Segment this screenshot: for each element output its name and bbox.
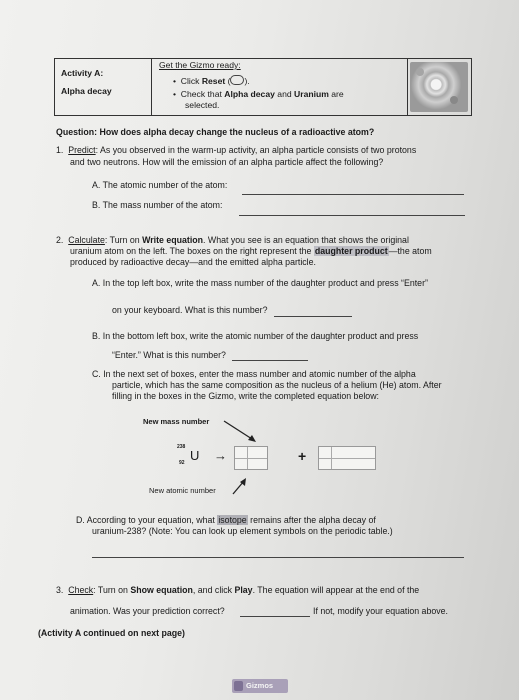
q2-line1: 2. Calculate: Turn on Write equation. What you see is an equation that shows the original bbox=[56, 235, 409, 245]
activity-name: Alpha decay bbox=[61, 86, 112, 96]
q1-line2: and two neutrons. How will the emission of an alpha particle affect the following? bbox=[70, 157, 384, 167]
gizmo-thumbnail bbox=[410, 62, 468, 112]
q2-c-line3: filling in the boxes in the Gizmo, write the completed equation below: bbox=[112, 391, 379, 401]
q3-line2a: animation. Was your prediction correct? bbox=[70, 606, 225, 616]
q3-line1: 3. Check: Turn on Show equation, and click Play. The equation will appear at the end of the bbox=[56, 585, 420, 595]
q1-b-answer-line[interactable] bbox=[239, 215, 465, 216]
q2-a-line2: on your keyboard. What is this number? bbox=[112, 305, 268, 315]
reset-icon bbox=[230, 75, 244, 85]
q2-c-line1: C. In the next set of boxes, enter the mass number and atomic number of the alpha bbox=[92, 369, 416, 379]
plus-sign: + bbox=[298, 448, 307, 464]
q2-c-line2: particle, which has the same composition as the nucleus of a helium (He) atom. After bbox=[112, 380, 442, 390]
q2-b-line2: “Enter.” What is this number? bbox=[112, 350, 226, 360]
new-atomic-label: New atomic number bbox=[149, 486, 216, 495]
reaction-arrow: → bbox=[214, 448, 227, 463]
q2-a-line1: A. In the top left box, write the mass number of the daughter product and press “Enter” bbox=[92, 278, 428, 288]
q2-d-answer-line[interactable] bbox=[92, 557, 464, 558]
q2-d-line2: uranium-238? (Note: You can look up element symbols on the periodic table.) bbox=[92, 526, 393, 536]
new-atomic-arrow bbox=[230, 476, 250, 498]
gizmos-mark-icon bbox=[234, 681, 243, 691]
get-ready-heading: Get the Gizmo ready: bbox=[159, 60, 241, 70]
q1-a-answer-line[interactable] bbox=[242, 194, 464, 195]
q2-line2: uranium atom on the left. The boxes on the right represent the daughter product—the atom bbox=[70, 246, 432, 256]
q2-a-answer-line[interactable] bbox=[274, 316, 352, 317]
activity-box bbox=[54, 58, 472, 116]
step-reset: • Click Reset ( ). bbox=[173, 76, 250, 86]
q2-b-line1: B. In the bottom left box, write the atomic number of the daughter product and press bbox=[92, 331, 419, 341]
step-check-cont: selected. bbox=[185, 100, 220, 110]
question: Question: How does alpha decay change the nucleus of a radioactive atom? bbox=[56, 127, 375, 137]
new-mass-label: New mass number bbox=[143, 417, 210, 426]
step-check: • Check that Alpha decay and Uranium are bbox=[173, 89, 344, 99]
new-mass-arrow bbox=[222, 419, 262, 445]
uranium-mass-number: 238 bbox=[177, 444, 186, 450]
uranium-atomic-number: 92 bbox=[179, 460, 185, 466]
q1-b: B. The mass number of the atom: bbox=[92, 200, 223, 210]
uranium-symbol: U bbox=[190, 448, 200, 463]
q1-a: A. The atomic number of the atom: bbox=[92, 180, 228, 190]
q1-line1: 1. Predict: As you observed in the warm-up activity, an alpha particle consists of two protons bbox=[56, 145, 417, 155]
q2-line3: produced by radioactive decay—and the emitted alpha particle. bbox=[70, 257, 316, 267]
daughter-product-boxes[interactable] bbox=[234, 446, 268, 470]
q3-answer-line[interactable] bbox=[240, 616, 310, 617]
q2-b-answer-line[interactable] bbox=[232, 360, 308, 361]
alpha-particle-boxes[interactable] bbox=[318, 446, 376, 470]
continued-note: (Activity A continued on next page) bbox=[38, 628, 185, 638]
q2-d-line1: D. According to your equation, what isotope remains after the alpha decay of bbox=[76, 515, 376, 525]
gizmos-logo: Gizmos bbox=[232, 679, 288, 693]
activity-label: Activity A: bbox=[61, 68, 104, 78]
q3-line2b: If not, modify your equation above. bbox=[313, 606, 448, 616]
